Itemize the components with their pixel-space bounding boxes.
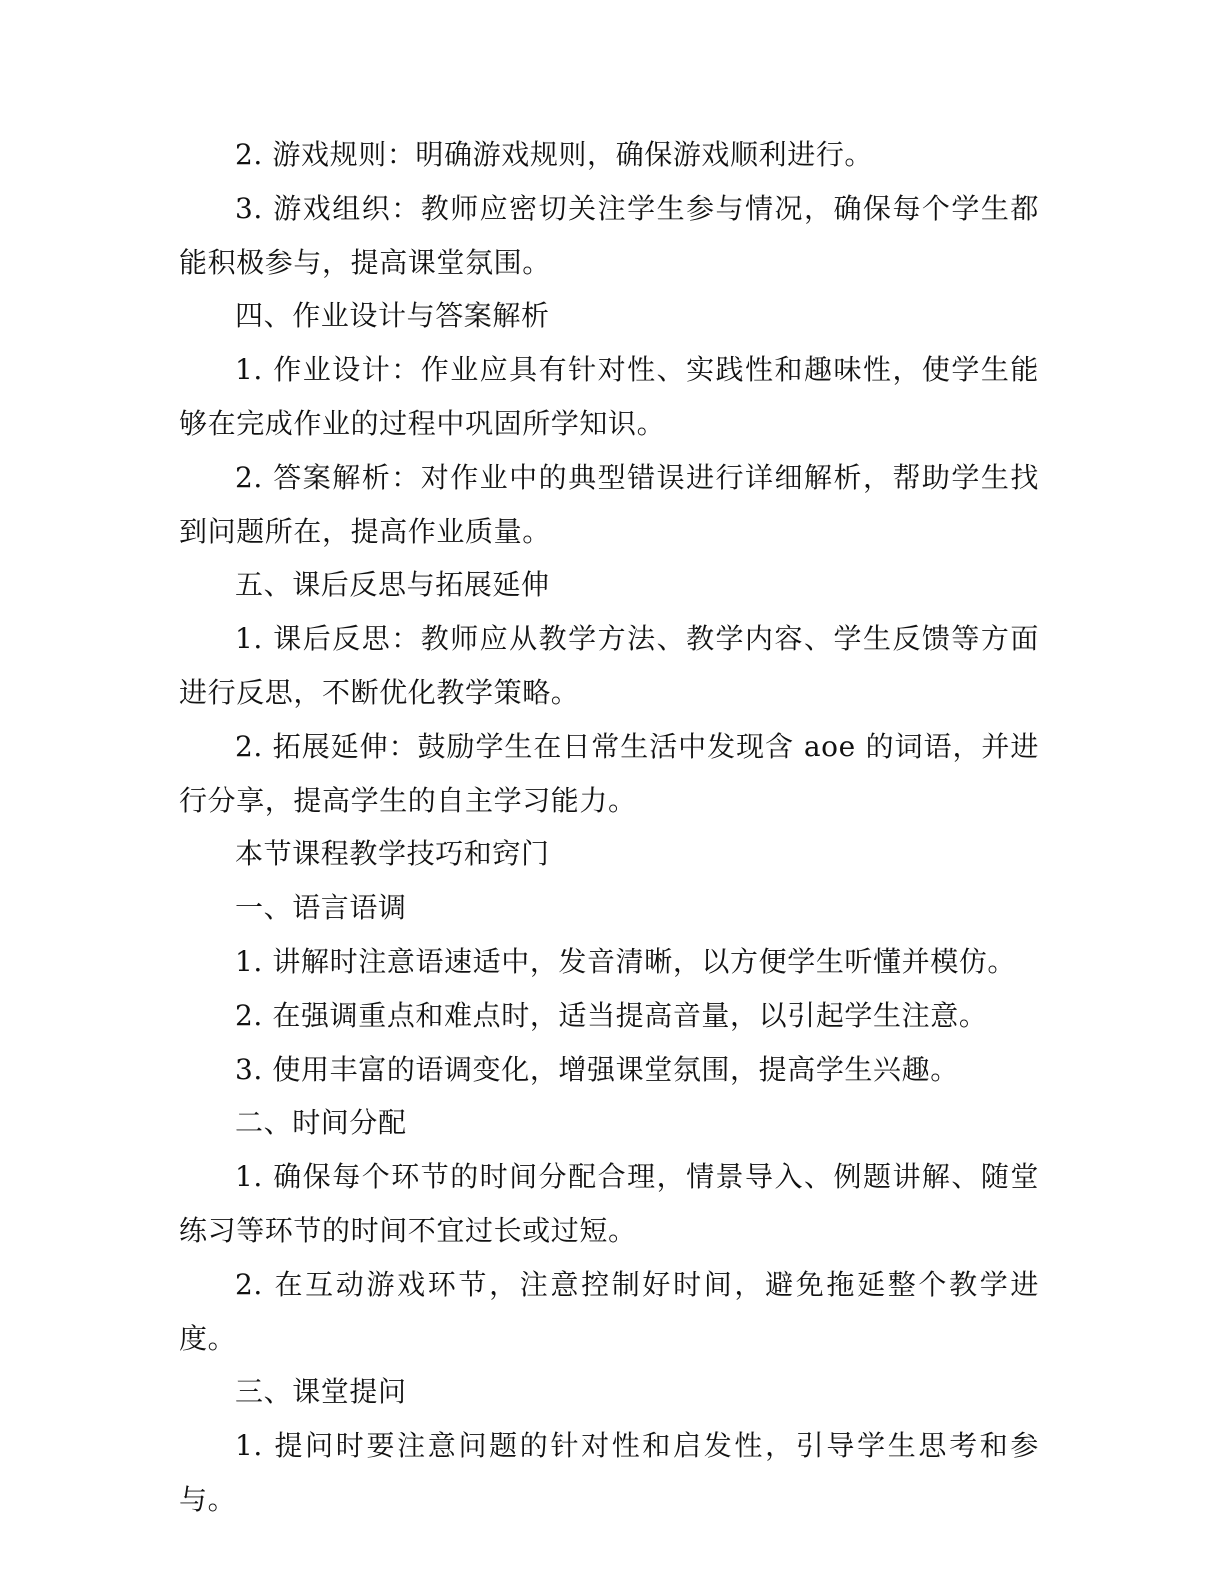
document-body bbox=[179, 128, 1039, 1527]
heading-teaching-tips: 本节课程教学技巧和窍门 bbox=[235, 837, 550, 871]
para-extension: 2. 拓展延伸：鼓励学生在日常生活中发现含 aoe 的词语，并进行分享，提高学生的自主学习能力。 bbox=[179, 729, 1039, 817]
para-reflection: 1. 课后反思：教师应从教学方法、教学内容、学生反馈等方面进行反思，不断优化教学策略。 bbox=[179, 622, 1039, 709]
para-questions-1: 1. 提问时要注意问题的针对性和启发性，引导学生思考和参与。 bbox=[179, 1429, 1039, 1516]
heading-time-allocation: 二、时间分配 bbox=[235, 1106, 407, 1140]
para-answer-analysis: 2. 答案解析：对作业中的典型错误进行详细解析，帮助学生找到问题所在，提高作业质量。 bbox=[179, 460, 1039, 548]
para-game-organization: 3. 游戏组织：教师应密切关注学生参与情况，确保每个学生都能积极参与，提高课堂氛围。 bbox=[179, 191, 1039, 279]
para-homework-design: 1. 作业设计：作业应具有针对性、实践性和趣味性，使学生能够在完成作业的过程中巩固所学知识。 bbox=[179, 353, 1039, 440]
para-time-2: 2. 在互动游戏环节，注意控制好时间，避免拖延整个教学进度。 bbox=[179, 1267, 1039, 1355]
para-time-1: 1. 确保每个环节的时间分配合理，情景导入、例题讲解、随堂练习等环节的时间不宜过长或过短。 bbox=[179, 1160, 1039, 1247]
heading-classroom-questions: 三、课堂提问 bbox=[235, 1375, 407, 1409]
heading-reflection-extension: 五、课后反思与拓展延伸 bbox=[235, 568, 550, 602]
heading-homework-design: 四、作业设计与答案解析 bbox=[235, 299, 550, 333]
heading-language-tone: 一、语言语调 bbox=[235, 891, 407, 925]
para-tone-2: 2. 在强调重点和难点时，适当提高音量，以引起学生注意。 bbox=[235, 998, 988, 1032]
para-tone-1: 1. 讲解时注意语速适中，发音清晰，以方便学生听懂并模仿。 bbox=[235, 944, 1017, 978]
para-tone-3: 3. 使用丰富的语调变化，增强课堂氛围，提高学生兴趣。 bbox=[235, 1052, 959, 1086]
para-game-rules: 2. 游戏规则：明确游戏规则，确保游戏顺利进行。 bbox=[235, 138, 874, 171]
